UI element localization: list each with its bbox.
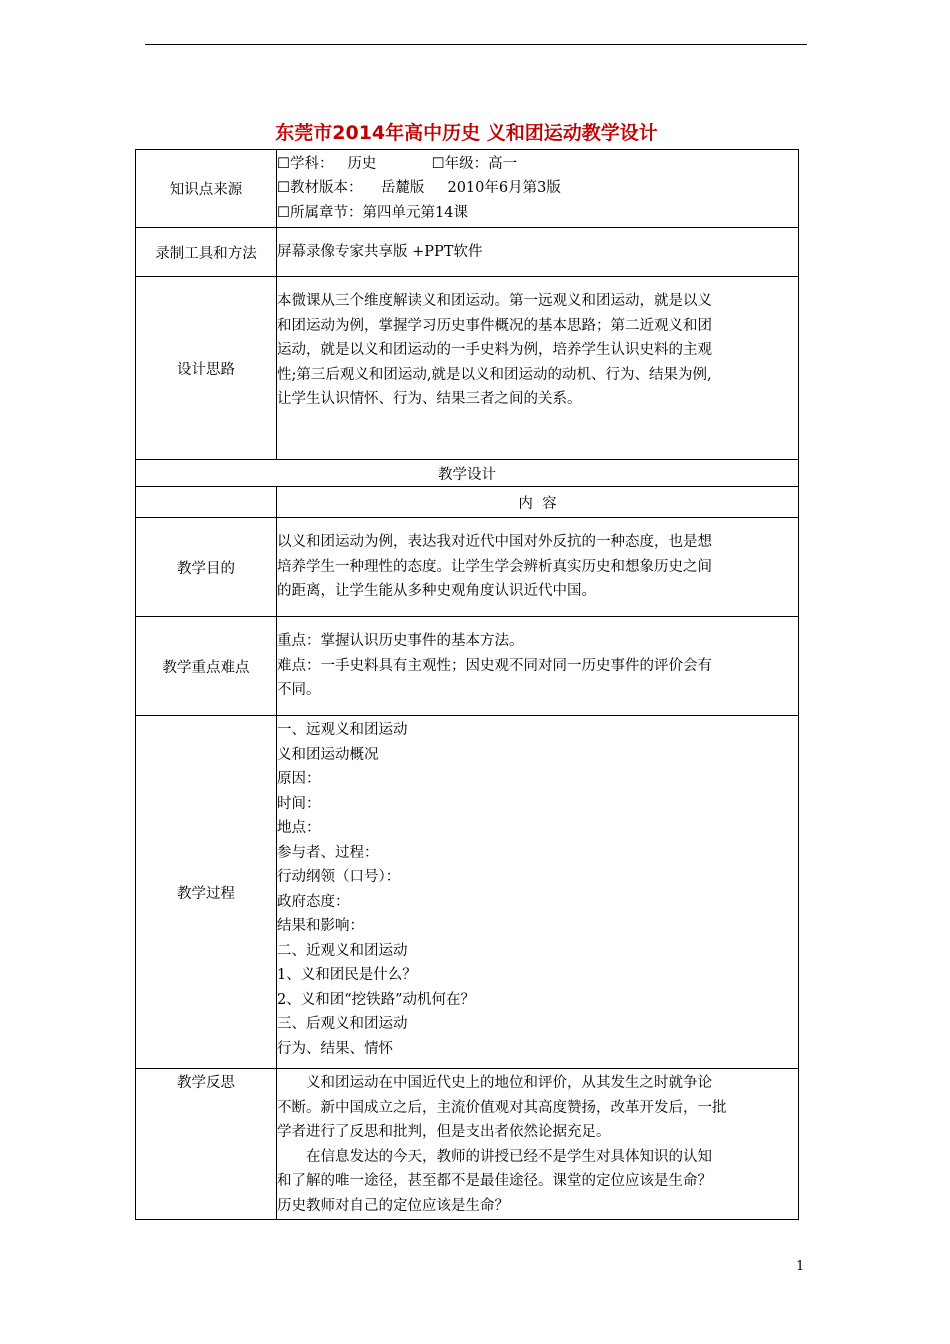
- content-key-points: [277, 617, 799, 716]
- process-line: 一、远观义和团运动: [277, 722, 408, 738]
- goal-line: 的距离，让学生能从多种史观角度认识近代中国。: [277, 583, 596, 600]
- key-point-line: 重点：掌握认识历史事件的基本方法。: [277, 633, 524, 650]
- process-line: 行为、结果、情怀: [277, 1040, 393, 1057]
- content-teaching-goal: [277, 518, 799, 617]
- page-number: 1: [796, 1259, 805, 1274]
- content-recording-tools: 屏幕录像专家共享版 +PPT软件: [277, 228, 799, 277]
- row-recording-tools: [136, 228, 799, 277]
- design-idea-line: 本微课从三个维度解读义和团运动。第一远观义和团运动，就是以义: [277, 293, 712, 309]
- content-teaching-reflection: [277, 1069, 799, 1220]
- document-title: 东莞市2014年高中历史 义和团运动教学设计: [275, 122, 658, 144]
- row-section-header: [136, 460, 799, 487]
- content-header: 内 容: [277, 487, 799, 518]
- content-teaching-process: [277, 716, 799, 1069]
- row-teaching-reflection: [136, 1069, 799, 1220]
- design-idea-line: 和团运动为例，掌握学习历史事件概况的基本思路；第二近观义和团: [277, 317, 712, 334]
- label-key-points: 教学重点难点: [136, 617, 277, 716]
- label-design-idea: 设计思路: [136, 277, 277, 460]
- label-knowledge-source: 知识点来源: [136, 150, 277, 228]
- row-key-points: [136, 617, 799, 716]
- process-line: 原因：: [277, 771, 321, 787]
- content-header-empty-cell: [136, 487, 277, 518]
- section-header-teaching-design: 教学设计: [136, 460, 799, 487]
- process-line: 1、义和团民是什么？: [277, 967, 417, 983]
- reflection-line: 不断。新中国成立之后，主流价值观对其高度赞扬，改革开发后，一批: [277, 1099, 727, 1116]
- source-subject-grade: ☐学科： 历史 ☐年级：高一: [277, 155, 518, 172]
- process-line: 结果和影响：: [277, 918, 364, 934]
- reflection-line: 历史教师对自己的定位应该是生命？: [277, 1197, 509, 1214]
- header-rule: [145, 44, 807, 45]
- label-teaching-reflection: 教学反思: [136, 1069, 277, 1220]
- source-textbook-edition: ☐教材版本： 岳麓版 2010年6月第3版: [277, 180, 561, 197]
- content-design-idea: [277, 277, 799, 460]
- process-line: 行动纲领（口号）：: [277, 869, 401, 885]
- process-line: 参与者、过程：: [277, 844, 379, 861]
- process-line: 义和团运动概况: [277, 746, 379, 763]
- source-chapter: ☐所属章节：第四单元第14课: [277, 204, 468, 221]
- row-design-idea: [136, 277, 799, 460]
- key-point-line: 不同。: [277, 682, 321, 699]
- goal-line: 培养学生一种理性的态度。让学生学会辨析真实历史和想象历史之间: [277, 558, 712, 575]
- reflection-line: 在信息发达的今天，教师的讲授已经不是学生对具体知识的认知: [306, 1148, 712, 1165]
- row-teaching-process: [136, 716, 799, 1069]
- lesson-design-table: [135, 149, 799, 1220]
- design-idea-line: 让学生认识情怀、行为、结果三者之间的关系。: [277, 391, 582, 407]
- label-teaching-process: 教学过程: [136, 716, 277, 1069]
- process-line: 地点：: [277, 820, 321, 836]
- process-line: 2、义和团“挖铁路”动机何在？: [277, 991, 476, 1008]
- label-teaching-goal: 教学目的: [136, 518, 277, 617]
- goal-line: 以义和团运动为例，表达我对近代中国对外反抗的一种态度，也是想: [277, 534, 712, 551]
- label-recording-tools: 录制工具和方法: [136, 228, 277, 277]
- row-knowledge-source: [136, 150, 799, 228]
- key-point-line: 难点：一手史料具有主观性；因史观不同对同一历史事件的评价会有: [277, 657, 712, 674]
- process-line: 政府态度：: [277, 893, 350, 910]
- design-idea-line: 运动，就是以义和团运动的一手史料为例，培养学生认识史料的主观: [277, 342, 712, 358]
- process-line: 时间：: [277, 795, 321, 812]
- design-idea-line: 性;第三后观义和团运动,就是以义和团运动的动机、行为、结果为例,: [277, 366, 712, 383]
- process-line: 二、近观义和团运动: [277, 942, 408, 959]
- reflection-line: 学者进行了反思和批判，但是支出者依然论据充足。: [277, 1124, 611, 1140]
- content-knowledge-source: [277, 150, 799, 228]
- process-line: 三、后观义和团运动: [277, 1016, 408, 1032]
- reflection-line: 义和团运动在中国近代史上的地位和评价，从其发生之时就争论: [306, 1075, 712, 1091]
- row-teaching-goal: [136, 518, 799, 617]
- row-content-header: [136, 487, 799, 518]
- reflection-line: 和了解的唯一途径，甚至都不是最佳途径。课堂的定位应该是生命？: [277, 1173, 712, 1189]
